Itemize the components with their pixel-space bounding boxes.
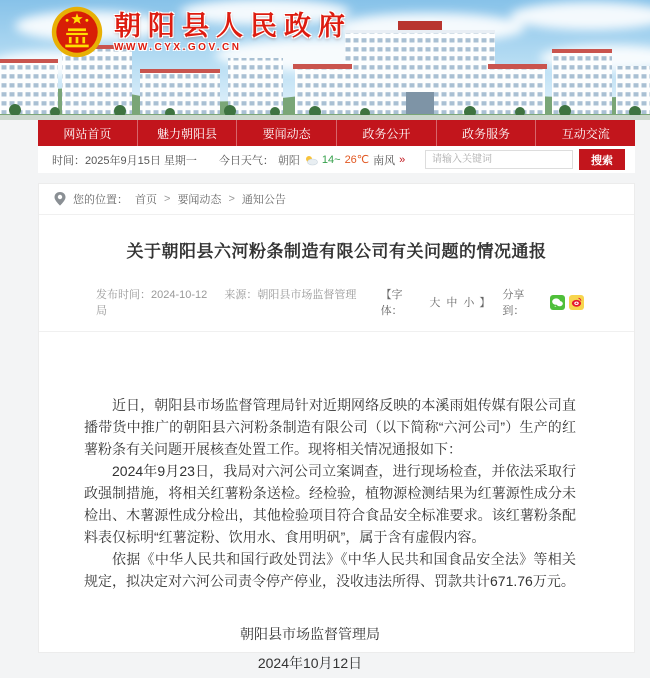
nav-item-gov-services[interactable]: 政务服务: [436, 120, 536, 146]
breadcrumb: [39, 184, 634, 215]
breadcrumb-news[interactable]: 要闻动态: [177, 194, 222, 206]
location-pin-icon: [54, 192, 66, 206]
font-size-large[interactable]: 大: [429, 297, 441, 309]
weather-more-arrow[interactable]: »: [399, 153, 406, 166]
font-size-suffix: 】: [479, 297, 491, 309]
font-size-small[interactable]: 小: [463, 297, 475, 309]
article-meta: [39, 286, 634, 332]
header-banner: [0, 0, 650, 120]
search-input[interactable]: [425, 150, 573, 169]
content-panel: [38, 183, 635, 671]
weather-temp-low: 14~: [321, 153, 341, 166]
article-paragraph: 近日，朝阳县市场监督管理局针对近期网络反映的本溪雨姐传媒有限公司直播带货中推广的朝阳县六河粉条制造有限公司（以下简称“六河公司”）生产的红薯粉条有关问题开展核查处置工作。现将相关情况通报如下：: [84, 397, 576, 457]
site-brand[interactable]: [50, 5, 352, 59]
weibo-share-icon[interactable]: [569, 295, 584, 310]
breadcrumb-separator: >: [228, 193, 235, 205]
breadcrumb-separator: >: [164, 193, 171, 205]
info-bar: [38, 146, 635, 173]
current-date: 时间：2025年9月15日 星期一: [52, 154, 197, 167]
publish-date: 发布时间：2024-10-12: [96, 289, 208, 301]
weather-label: 今日天气：: [218, 154, 274, 167]
weather-wind: 南风: [373, 154, 396, 167]
signature-agency: 朝阳县市场监督管理局: [240, 626, 380, 642]
weather-widget[interactable]: [219, 152, 405, 168]
site-title: 朝阳县人民政府: [114, 11, 352, 41]
nav-item-home[interactable]: 网站首页: [63, 126, 112, 141]
wechat-share-icon[interactable]: [550, 295, 565, 310]
nav-item-gov-affairs[interactable]: 政务公开: [336, 120, 436, 146]
nav-item-interaction[interactable]: 互动交流: [535, 120, 635, 146]
weather-city: 朝阳: [277, 154, 300, 167]
article-body: [39, 332, 634, 678]
article-paragraph: 依据《中华人民共和国行政处罚法》《中华人民共和国食品安全法》等相关规定，拟决定对六河公司责令停产停业，没收违法所得、罚款共计671.76万元。: [84, 551, 576, 589]
main-nav: [38, 120, 635, 146]
weather-temp-high: 26℃: [344, 154, 370, 166]
nav-item-charm[interactable]: 魅力朝阳县: [137, 120, 237, 146]
article-source: 来源：朝阳县市场监督管理局: [96, 289, 357, 317]
signature-block: [84, 620, 576, 678]
article-meta-right: [381, 286, 584, 318]
share-label: 分享到：: [502, 289, 525, 317]
breadcrumb-notices[interactable]: 通知公告: [241, 194, 286, 206]
signature-date: 2024年10月12日: [257, 655, 363, 671]
font-size-medium[interactable]: 中: [446, 297, 458, 309]
search-box: [425, 149, 625, 170]
site-url: WWW.CYX.GOV.CN: [114, 42, 242, 53]
article-paragraph: 2024年9月23日，我局对六河公司立案调查，进行现场检查，并依法采取行政强制措施，将相关红薯粉条送检。经检验，植物源检测结果为红薯源性成分未检出、木薯源性成分检出，其他检验项目符合食品安全标准要求。该红薯粉条配料表仅标明“红薯淀粉、饮用水、食用明矾”，属于含有虚假内容。: [84, 463, 576, 545]
font-size-prefix: 【字体：: [380, 289, 403, 317]
national-emblem-icon: [50, 5, 104, 59]
breadcrumb-home[interactable]: 首页: [135, 194, 157, 206]
article-meta-left: [96, 286, 381, 318]
search-button[interactable]: 搜索: [579, 149, 625, 170]
nav-item-news[interactable]: 要闻动态: [236, 120, 336, 146]
article-title: 关于朝阳县六河粉条制造有限公司有关问题的情况通报: [126, 242, 547, 261]
breadcrumb-prefix: 您的位置：: [73, 194, 128, 206]
partly-cloudy-icon: [304, 154, 318, 166]
